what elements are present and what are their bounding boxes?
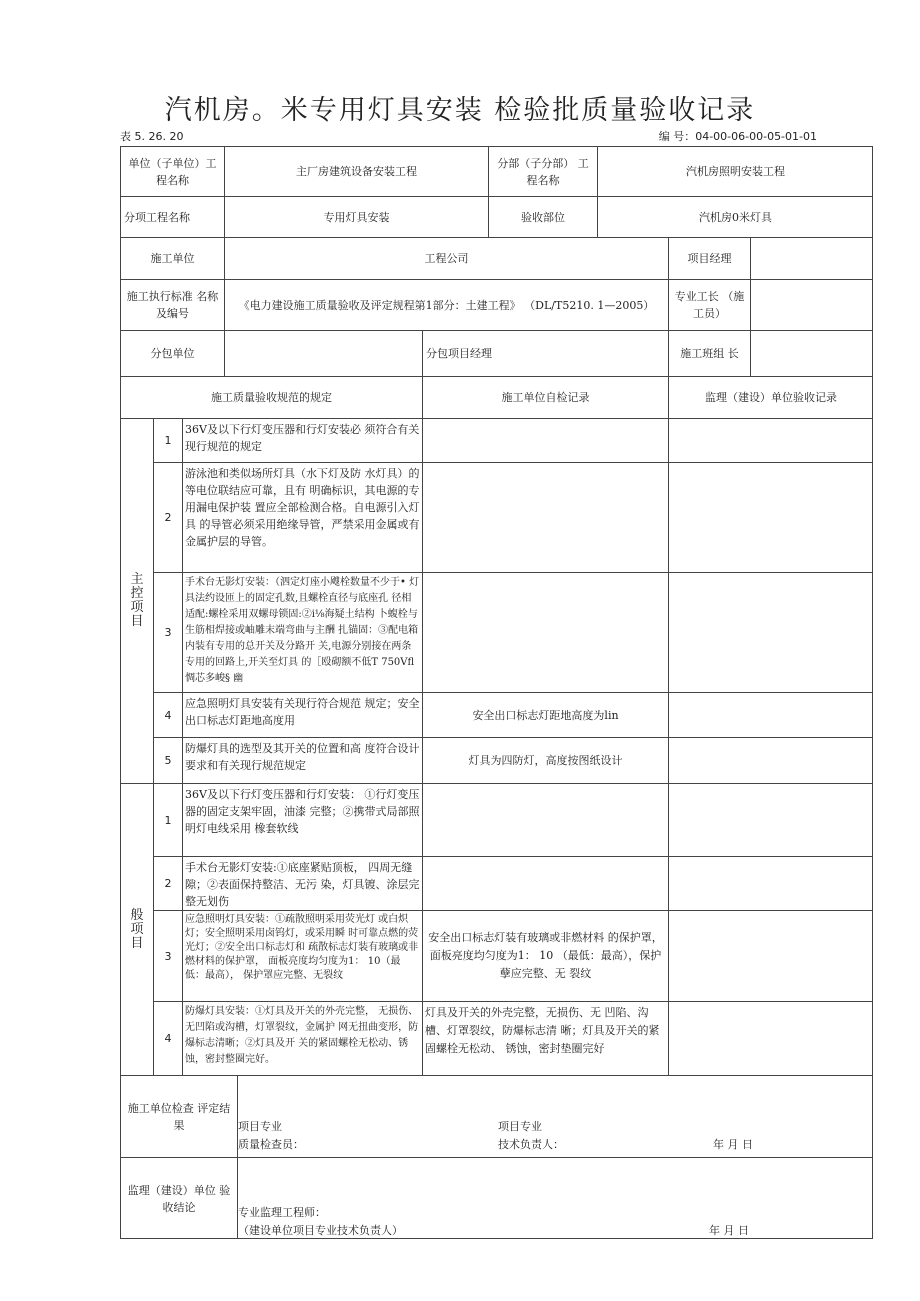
main-item-4-sup [668, 692, 873, 737]
main-item-5-number: 5 [153, 737, 182, 783]
standard-label: 施工执行标准 名称及编号 [120, 279, 224, 330]
main-item-5-self: 灯具为四防灯，高度按图纸设计 [422, 737, 668, 783]
main-item-1-self [422, 418, 668, 462]
tech-leader-label: 技术负责人： [498, 1138, 564, 1151]
part-label: 验收部位 [488, 196, 597, 237]
main-items-label: 主 控 项 目 [120, 418, 153, 783]
main-item-2-sup [668, 462, 873, 572]
unit-label: 单位（子单位）工程名称 [120, 146, 224, 196]
general-item-3-self: 安全出口标志灯装有玻璃或非燃材料 的保护罩，面板亮度均匀度为1： 10 （最低：最高），保护孽应完整、无 裂纹 [422, 910, 668, 1001]
page-title: 汽机房。米专用灯具安装 检验批质量验收记录 [164, 95, 756, 126]
foreman-value [750, 279, 873, 330]
sub-pm-label: 分包项目经理 [422, 330, 668, 376]
standard-value: 《电力建设施工质量验收及评定规程第1部分：土建工程》 （DL/T5210. 1—2005） [224, 279, 668, 330]
division-value: 汽机房照明安装工程 [597, 146, 873, 196]
sub-value [224, 330, 422, 376]
general-item-1-spec: 36V及以下行灯变压器和行灯安装： ①行灯变压器的固定支架牢固，油漆 完整；②携带式局部照明灯电线采用 橡套软线 [182, 783, 422, 856]
main-item-2-number: 2 [153, 462, 182, 572]
general-item-3-spec: 应急照明灯具安装：①疏散照明采用荧光灯 或白炽灯；安全照明采用卤钨灯，或采用瞬 时可靠点燃的荧光灯；②安全出口标志灯和 疏散标志灯装有玻璃或非燃材料的保护罩， 面板亮度均匀度为1： 10（最低：最高）， 保护罩应完整、无裂纹 [182, 910, 422, 1001]
main-item-3-self [422, 572, 668, 692]
main-item-2-self [422, 462, 668, 572]
general-item-3-number: 3 [153, 910, 182, 1001]
col-supervision: 监理（建设）单位验收记录 [668, 376, 873, 418]
main-item-1-sup [668, 418, 873, 462]
main-item-1-number: 1 [153, 418, 182, 462]
foreman-label: 专业工长 （施工员） [668, 279, 750, 330]
pm-value [750, 237, 873, 279]
qc-inspector-label: 质量检查员： [238, 1138, 304, 1151]
general-item-2-self [422, 856, 668, 910]
main-item-3-spec: 手术台无影灯安装：（泗定灯座小飕栓数量不少于• 灯具法约设匝上的固定孔数,且螺栓直径与底座孔 径相适配:螺栓采用双螺母锁固:②i⅛海疑土结构 卜蝮栓与生筋相焊接或岫雕末端弯曲与主酬 扎锚固：③配电箱内装有专用的总开关及分路开 关,电源分别接在两条专用的回路上,开关至灯具 的［殴砌额不低T 750Vfl惆芯多峻§ 幽 [182, 572, 422, 692]
main-item-4-number: 4 [153, 692, 182, 737]
main-item-3-number: 3 [153, 572, 182, 692]
general-item-4-number: 4 [153, 1001, 182, 1075]
main-item-4-self: 安全出口标志灯距地高度为lin [422, 692, 668, 737]
main-item-1-spec: 36V及以下行灯变压器和行灯安装必 须符合有关现行规范的规定 [182, 418, 422, 462]
division-label: 分部（子分部） 工程名称 [488, 146, 597, 196]
general-items-label: 般 项 目 [120, 783, 153, 1075]
serial-number: 编 号：04-00-06-00-05-01-01 [658, 130, 817, 143]
col-spec: 施工质量验收规范的规定 [120, 376, 422, 418]
supervisor-date: 年 月 日 [709, 1224, 749, 1237]
supervisor-result-label: 监理（建设）单位 验收结论 [120, 1157, 237, 1239]
general-item-1-number: 1 [153, 783, 182, 856]
main-item-3-sup [668, 572, 873, 692]
general-item-2-spec: 手术台无影灯安装:①底座紧贴顶板， 四周无缝隙；②表面保持整洁、无污 染，灯具镀、涂层完整无划伤 [182, 856, 422, 910]
main-item-4-spec: 应急照明灯具安装有关现行符合规范 规定；安全出口标志灯距地高度用 [182, 692, 422, 737]
tech-pro-label: 项目专业 [498, 1120, 542, 1133]
table-number: 表 5. 26. 20 [120, 130, 184, 143]
supervising-engineer-label: 专业监理工程师： [238, 1206, 326, 1219]
col-self-check: 施工单位自检记录 [422, 376, 668, 418]
qc-pro-label: 项目专业 [238, 1120, 282, 1133]
constructor-label: 施工单位 [120, 237, 224, 279]
general-item-1-sup [668, 783, 873, 856]
constructor-result-label: 施工单位检查 评定结果 [120, 1075, 237, 1157]
team-label: 施工班组 长 [668, 330, 750, 376]
part-value: 汽机房0米灯具 [597, 196, 873, 237]
subitem-label: 分项工程名称 [120, 196, 224, 237]
general-item-2-sup [668, 856, 873, 910]
general-item-4-spec: 防爆灯具安装：①灯具及开关的外壳完整， 无损伤、无凹陷或沟槽，灯罩裂纹，金属护 网无扭曲变形，防爆标志清晰；②灯具及开 关的紧固螺栓无松动、锈蚀，密封整圈完好。 [182, 1001, 422, 1075]
constructor-value: 工程公司 [224, 237, 668, 279]
unit-value: 主厂房建筑设备安装工程 [224, 146, 488, 196]
general-item-4-sup [668, 1001, 873, 1075]
main-item-5-sup [668, 737, 873, 783]
general-item-3-sup [668, 910, 873, 1001]
main-item-2-spec: 游泳池和类似场所灯具（水下灯及防 水灯具）的等电位联结应可靠，且有 明确标识，其电源的专用漏电保护装 置应全部检测合格。自电源引入灯具 的导管必须采用绝缘导管，严禁采用金属或有金属护层的导管。 [182, 462, 422, 572]
subitem-value: 专用灯具安装 [224, 196, 488, 237]
general-item-4-self: 灯具及开关的外壳完整，无损伤、无 凹陷、沟槽、灯罩裂纹，防爆标志清 晰；灯具及开关的紧固螺栓无松动、 锈蚀，密封垫圈完好 [422, 1001, 668, 1075]
team-value [750, 330, 873, 376]
pm-label: 项目经理 [668, 237, 750, 279]
general-item-1-self [422, 783, 668, 856]
owner-tech-leader-label: （建设单位项目专业技术负责人） [238, 1224, 403, 1237]
constructor-date: 年 月 日 [713, 1138, 753, 1151]
general-item-2-number: 2 [153, 856, 182, 910]
sub-label: 分包单位 [120, 330, 224, 376]
main-item-5-spec: 防爆灯具的选型及其开关的位置和高 度符合设计要求和有关现行规范规定 [182, 737, 422, 783]
